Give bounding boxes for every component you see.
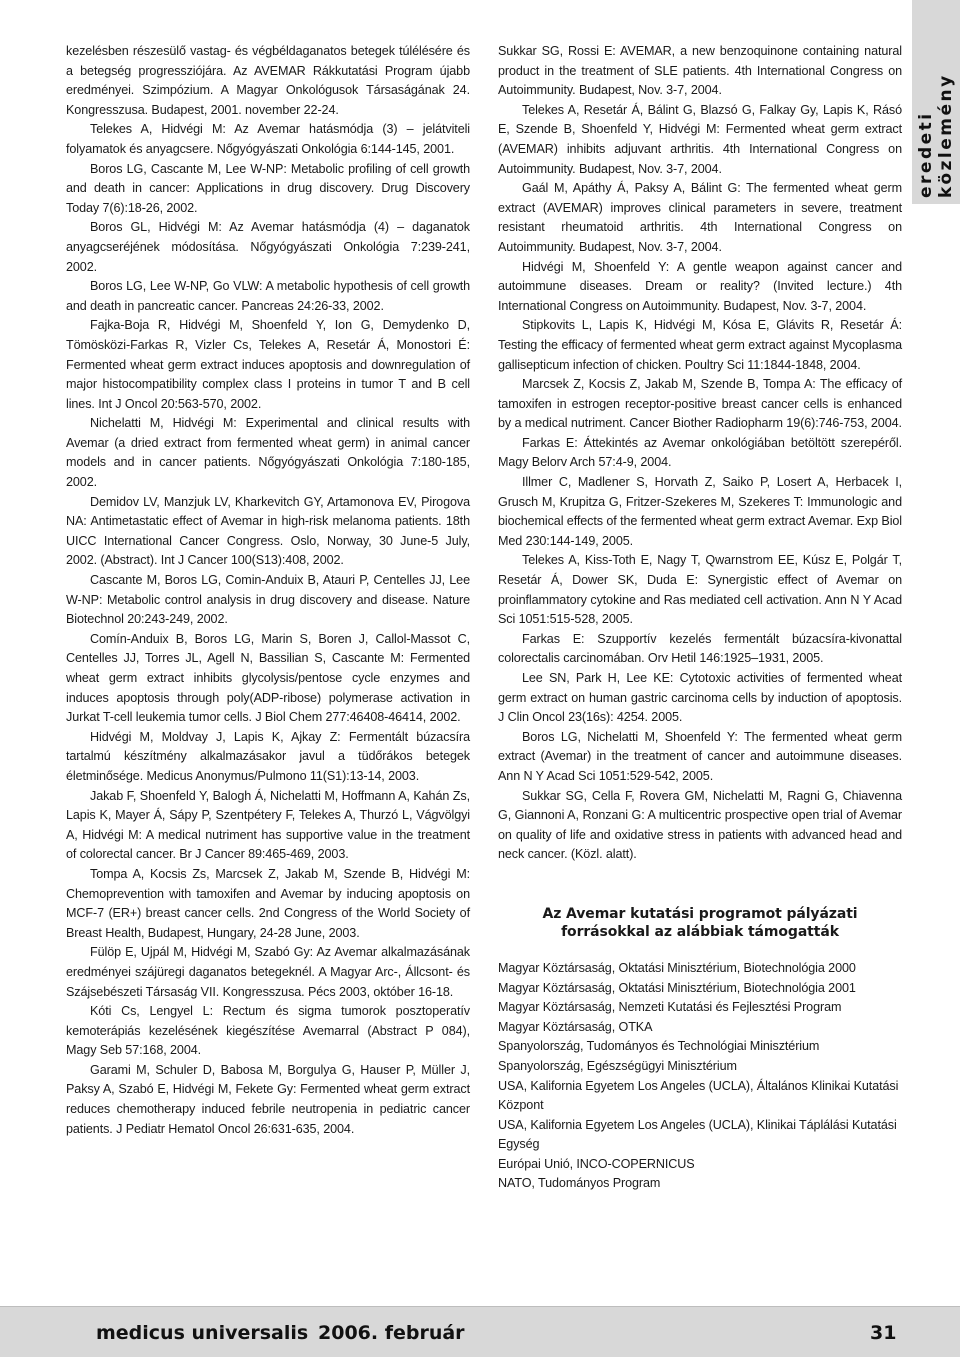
issue-date: 2006. február (318, 1322, 465, 1344)
sponsor-item: Magyar Köztársaság, Oktatási Minisztérium, Biotechnológia 2000 (498, 960, 856, 975)
reference-entry: Farkas E: Áttekintés az Avemar onkológiában betöltött szerepéről. Magy Belorv Arch 57:4-9, 2004. (498, 435, 902, 470)
reference-entry: Garami M, Schuler D, Babosa M, Borgulya G, Hauser P, Müller J, Paksy A, Szabó E, Hidvégi M, Fekete Gy: Fermented wheat germ extract reduces chemotherapy induced febrile neutropenia in pediatric cancer patients. J Pediatr Hematol Oncol 26:631-635, 2004. (66, 1062, 470, 1136)
sponsor-item: Magyar Köztársaság, OTKA (498, 1019, 653, 1034)
journal-name: medicus universalis (96, 1322, 309, 1344)
reference-entry: Telekes A, Hidvégi M: Az Avemar hatásmódja (3) – jelátviteli folyamatok és anyagcsere. Nőgyógyászati Onkológia 6:144-145, 2001. (66, 122, 470, 156)
reference-entry: Lee SN, Park H, Lee KE: Cytotoxic activities of fermented wheat germ extract on human gastric carcinoma cells by induction of apoptosis. J Clin Oncol 23(16s): 4254. 2005. (498, 671, 902, 725)
sponsor-list (498, 959, 902, 1194)
reference-entry: kezelésben részesülő vastag- és végbéldaganatos betegek túlélésére és a betegség progressziójára. Az AVEMAR Rákkutatási Program újabb eredményei. Szimpózium. A Magyar Onkológusok Társaságának 24. Kongresszusa. Budapest, 2001. november 22-24. (66, 44, 470, 117)
page-footer (0, 1306, 960, 1357)
reference-entry: Stipkovits L, Lapis K, Hidvégi M, Kósa E, Glávits R, Resetár Á: Testing the efficacy of fermented wheat germ extract against Mycoplasma gallisepticum infection of chicken. Poultry Sci 11:1844-1848, 2004. (498, 318, 902, 372)
sponsor-item: Spanyolország, Tudományos és Technológiai Minisztérium (498, 1039, 820, 1054)
reference-entry: Tompa A, Kocsis Zs, Marcsek Z, Jakab M, Szende B, Hidvégi M: Chemoprevention with tamoxifen and Avemar by inducing apoptosis on MCF-7 (ER+) breast cancer cells. 2nd Congress of the World Society of Breast Health, Budapest, Hungary, 24-28 June, 2003. (66, 866, 470, 940)
sponsor-item: USA, Kalifornia Egyetem Los Angeles (UCLA), Általános Klinikai Kutatási Központ (498, 1078, 899, 1113)
reference-entry: Boros LG, Nichelatti M, Shoenfeld Y: The fermented wheat germ extract (Avemar) in the treatment of cancer and autoimmune diseases. Ann N Y Acad Sci 1051:529-542, 2005. (498, 729, 902, 783)
reference-entry: Boros LG, Cascante M, Lee W-NP: Metabolic profiling of cell growth and death in cancer: Applications in drug discovery. Drug Discovery Today 7(6):18-26, 2002. (66, 161, 470, 215)
reference-entry: Sukkar SG, Cella F, Rovera GM, Nichelatti M, Ragni G, Chiavenna G, Giannoni A, Ronzani G: A multicentric prospective open trial of Avemar on quality of life and oxidative stress in patients with advanced head and neck cancer. (Közl. alatt). (498, 788, 902, 862)
sponsor-item: Európai Unió, INCO-COPERNICUS (498, 1156, 695, 1171)
reference-entry: Hidvégi M, Shoenfeld Y: A gentle weapon against cancer and autoimmune diseases. Dream or reality? (Invited lecture.) 4th International Congress on Autoimmunity. Budapest, Nov. 3-7, 2004. (498, 259, 902, 313)
reference-entry: Telekes A, Resetár Á, Bálint G, Blazsó G, Falkay Gy, Lapis K, Rásó E, Szende B, Shoenfeld Y, Hidvégi M: Fermented wheat germ extract (AVEMAR) inhibits adjuvant arthritis. 4th International Congress on Autoimmunity. Budapest, Nov. 3-7, 2004. (498, 102, 902, 176)
reference-entry: Nichelatti M, Hidvégi M: Experimental and clinical results with Avemar (a dried extract from fermented wheat germ) in animal cancer models and in cancer patients. Nőgyógyászati Onkológia 7:180-185, 2002. (66, 416, 470, 490)
reference-entry: Boros LG, Lee W-NP, Go VLW: A metabolic hypothesis of cell growth and death in pancreatic cancer. Pancreas 24:26-33, 2002. (66, 279, 470, 313)
reference-entry: Kóti Cs, Lengyel L: Rectum és sigma tumorok posztoperatív kemoterápiás kezelésének kiegészítése Avemarral (Abstract P 084), Magy Seb 57:168, 2004. (66, 1004, 470, 1058)
reference-entry: Fülöp E, Ujpál M, Hidvégi M, Szabó Gy: Az Avemar alkalmazásának eredményei szájüregi daganatos betegeknél. A Magyar Arc-, Állcsont- és Szájsebészeti Társaság VII. Kongresszusa. Pécs 2003, október 16-18. (66, 945, 470, 999)
left-column (66, 42, 470, 1139)
funding-heading: Az Avemar kutatási programot pályázati forrásokkal az alábbiak támogatták (542, 905, 858, 940)
reference-entry: Hidvégi M, Moldvay J, Lapis K, Ajkay Z: Fermentált búzacsíra tartalmú készítmény alkalmazásakor javul a tüdőrákos betegek életminősége. Medicus Anonymus/Pulmono 11(S1):13-14, 2003. (66, 729, 470, 783)
reference-entry: Farkas E: Szupportív kezelés fermentált búzacsíra-kivonattal colorectalis carcinomában. Orv Hetil 146:1925–1931, 2005. (498, 631, 902, 666)
sponsor-item: Spanyolország, Egészségügyi Minisztérium (498, 1058, 737, 1073)
reference-entry: Boros GL, Hidvégi M: Az Avemar hatásmódja (4) – daganatok anyagcseréjének módosítása. Nőgyógyászati Onkológia 7:239-241, 2002. (66, 220, 470, 274)
reference-entry: Gaál M, Apáthy Á, Paksy A, Bálint G: The fermented wheat germ extract (AVEMAR) improves clinical parameters in severe, treatment resistant rheumatoid arthritis. 4th International Congress on Autoimmunity. Budapest, Nov. 3-7, 2004. (498, 181, 902, 254)
reference-entry: Jakab F, Shoenfeld Y, Balogh Á, Nichelatti M, Hoffmann A, Kahán Zs, Lapis K, Mayer Á, Sápy P, Szentpétery F, Telekes A, Thurzó L, Vágvölgyi A, Hidvégi M: A medical nutriment has supportive value in the treatment of colorectal cancer. Br J Cancer 89:465-469, 2003. (66, 788, 470, 862)
reference-entry: Marcsek Z, Kocsis Z, Jakab M, Szende B, Tompa A: The efficacy of tamoxifen in estrogen receptor-positive breast cancer cells is enhanced by a medical nutriment. Cancer Biother Radiopharm 19(6):746-753, 2004. (498, 377, 902, 431)
reference-entry: Illmer C, Madlener S, Horvath Z, Saiko P, Losert A, Herbacek I, Grusch M, Krupitza G, Fritzer-Szekeres M, Szekeres T: Immunologic and biochemical effects of the fermented wheat germ extract Avemar. Exp Biol Med 230:144-149, 2005. (498, 475, 902, 548)
right-column (498, 42, 902, 1194)
reference-entry: Telekes A, Kiss-Toth E, Nagy T, Qwarnstrom EE, Kúsz E, Polgár T, Resetár Á, Dower SK, Duda E: Synergistic effect of Avemar on proinflammatory cytokine and Ras mediated cell activation. Ann N Y Acad Sci 1051:515-528, 2005. (498, 553, 902, 627)
sponsor-item: NATO, Tudományos Program (498, 1176, 661, 1191)
section-tab (912, 0, 960, 204)
sponsor-item: Magyar Köztársaság, Nemzeti Kutatási és Fejlesztési Program (498, 1000, 842, 1015)
reference-entry: Fajka-Boja R, Hidvégi M, Shoenfeld Y, Ion G, Demydenko D, Tömösközi-Farkas R, Vizler Cs, Telekes A, Resetár Á, Monostori É: Fermented wheat germ extract induces apoptosis and downregulation of major histocompatibility complex class I proteins in tumor T and B cell lines. Int J Oncol 20:563-570, 2002. (66, 318, 470, 411)
reference-entry: Cascante M, Boros LG, Comin-Anduix B, Atauri P, Centelles JJ, Lee W-NP: Metabolic control analysis in drug discovery and disease. Nature Biotechnol 20:243-249, 2002. (66, 573, 470, 627)
sponsor-item: USA, Kalifornia Egyetem Los Angeles (UCLA), Klinikai Táplálási Kutatási Egység (498, 1117, 897, 1152)
reference-entry: Comín-Anduix B, Boros LG, Marin S, Boren J, Callol-Massot C, Centelles JJ, Torres JL, Agell N, Bassilian S, Cascante M: Fermented wheat germ extract inhibits glycolysis/pentose cycle enzymes and induces apoptosis through poly(ADP-ribose) polymerase activation in Jurkat T-cell leukemia tumor cells. J Biol Chem 277:46408-46414, 2002. (66, 631, 470, 725)
page-number: 31 (870, 1322, 897, 1344)
reference-entry: Sukkar SG, Rossi E: AVEMAR, a new benzoquinone containing natural product in the treatment of SLE patients. 4th International Congress on Autoimmunity. Budapest, Nov. 3-7, 2004. (498, 44, 902, 98)
sponsor-item: Magyar Köztársaság, Oktatási Minisztérium, Biotechnológia 2001 (498, 980, 856, 995)
section-tab-label: eredeti közlemény (916, 73, 956, 198)
reference-entry: Demidov LV, Manzjuk LV, Kharkevitch GY, Artamonova EV, Pirogova NA: Antimetastatic effect of Avemar in high-risk melanoma patients. 18th UICC International Cancer Congress. Oslo, Norway, 30 June-5 July, 2002. (Abstract). Int J Cancer 100(S13):408, 2002. (66, 494, 470, 568)
